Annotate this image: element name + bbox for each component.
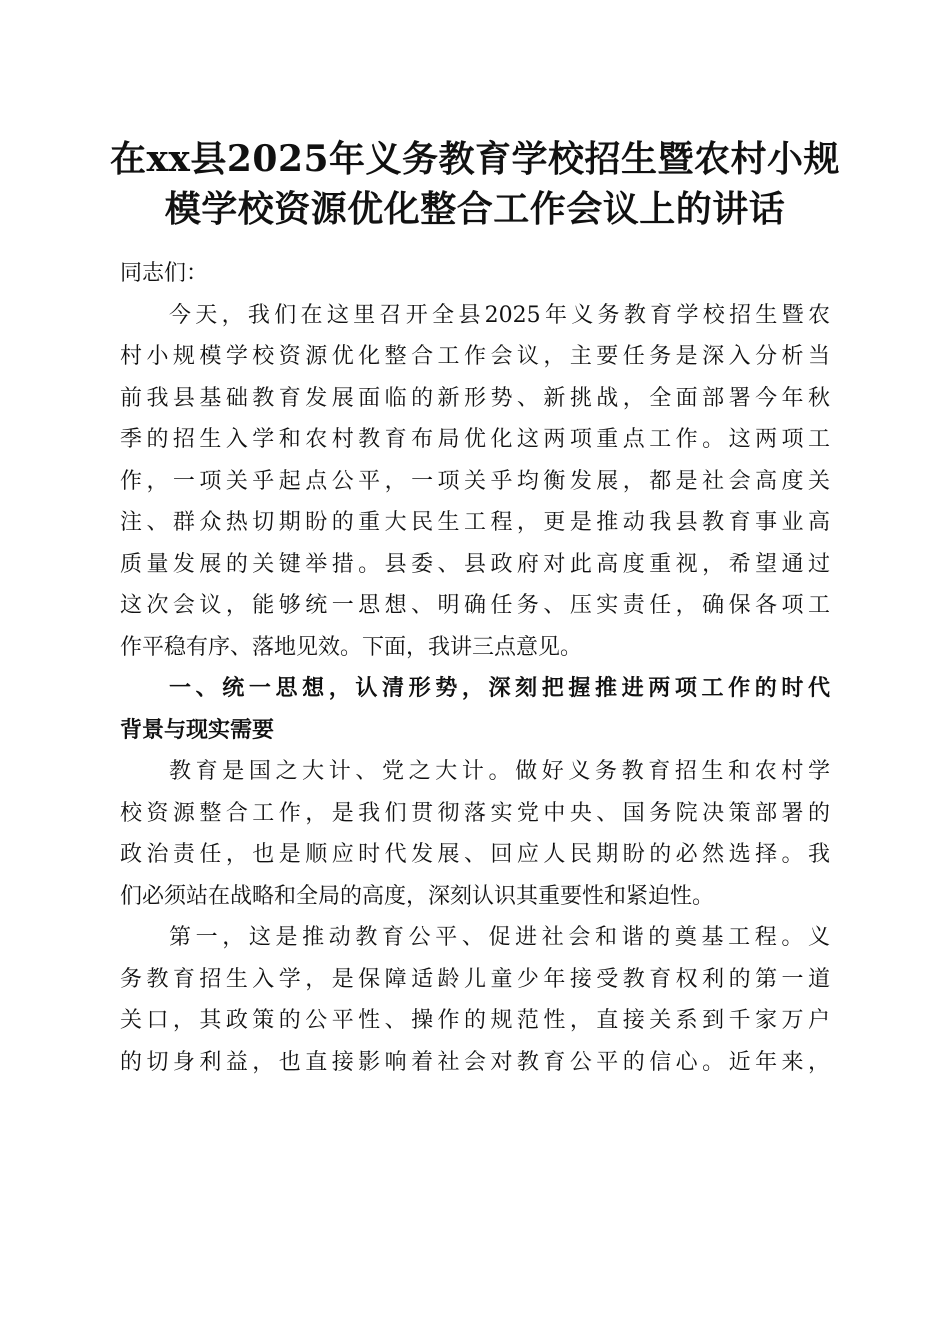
title-line: 模学校资源优化整合工作会议上的讲话 [164,188,786,230]
paragraph-line: 们必须站在战略和全局的高度，深刻认识其重要性和紧迫性。 [120,883,715,909]
paragraph-line: 作，一项关乎起点公平，一项关乎均衡发展，都是社会高度关 [120,468,830,494]
document-title [105,134,845,234]
paragraph-line: 季的招生入学和农村教育布局优化这两项重点工作。这两项工 [120,427,830,452]
paragraph-line: 作平稳有序、落地见效。下面，我讲三点意见。 [120,634,583,660]
document-body [120,254,830,1084]
salutation: 同志们： [120,261,209,286]
paragraph-line: 教育是国之大计、党之大计。做好义务教育招生和农村学 [169,759,830,784]
paragraph-line: 前我县基础教育发展面临的新形势、新挑战，全面部署今年秋 [120,385,830,411]
paragraph-line: 的切身利益，也直接影响着社会对教育公平的信心。近年来， [120,1049,830,1075]
paragraph-line: 村小规模学校资源优化整合工作会议，主要任务是深入分析当 [120,344,830,369]
paragraph-line: 注、群众热切期盼的重大民生工程，更是推动我县教育事业高 [120,510,830,535]
paragraph-line: 这次会议，能够统一思想、明确任务、压实责任，确保各项工 [120,593,830,618]
paragraph-line: 质量发展的关键举措。县委、县政府对此高度重视，希望通过 [120,551,830,577]
paragraph-line: 关口，其政策的公平性、操作的规范性，直接关系到千家万户 [120,1008,830,1033]
paragraph-line: 第一，这是推动教育公平、促进社会和谐的奠基工程。义 [169,925,830,950]
title-line: 在xx县2025年义务教育学校招生暨农村小规 [109,138,841,180]
paragraph-line: 政治责任，也是顺应时代发展、回应人民期盼的必然选择。我 [120,842,830,867]
section-heading-line: 背景与现实需要 [120,717,275,743]
section-heading-line: 一、统一思想，认清形势，深刻把握推进两项工作的时代 [169,676,830,701]
paragraph-line: 今天，我们在这里召开全县2025年义务教育学校招生暨农 [169,302,830,328]
paragraph-line: 务教育招生入学，是保障适龄儿童少年接受教育权利的第一道 [120,966,830,992]
paragraph-line: 校资源整合工作，是我们贯彻落实党中央、国务院决策部署的 [120,800,830,826]
